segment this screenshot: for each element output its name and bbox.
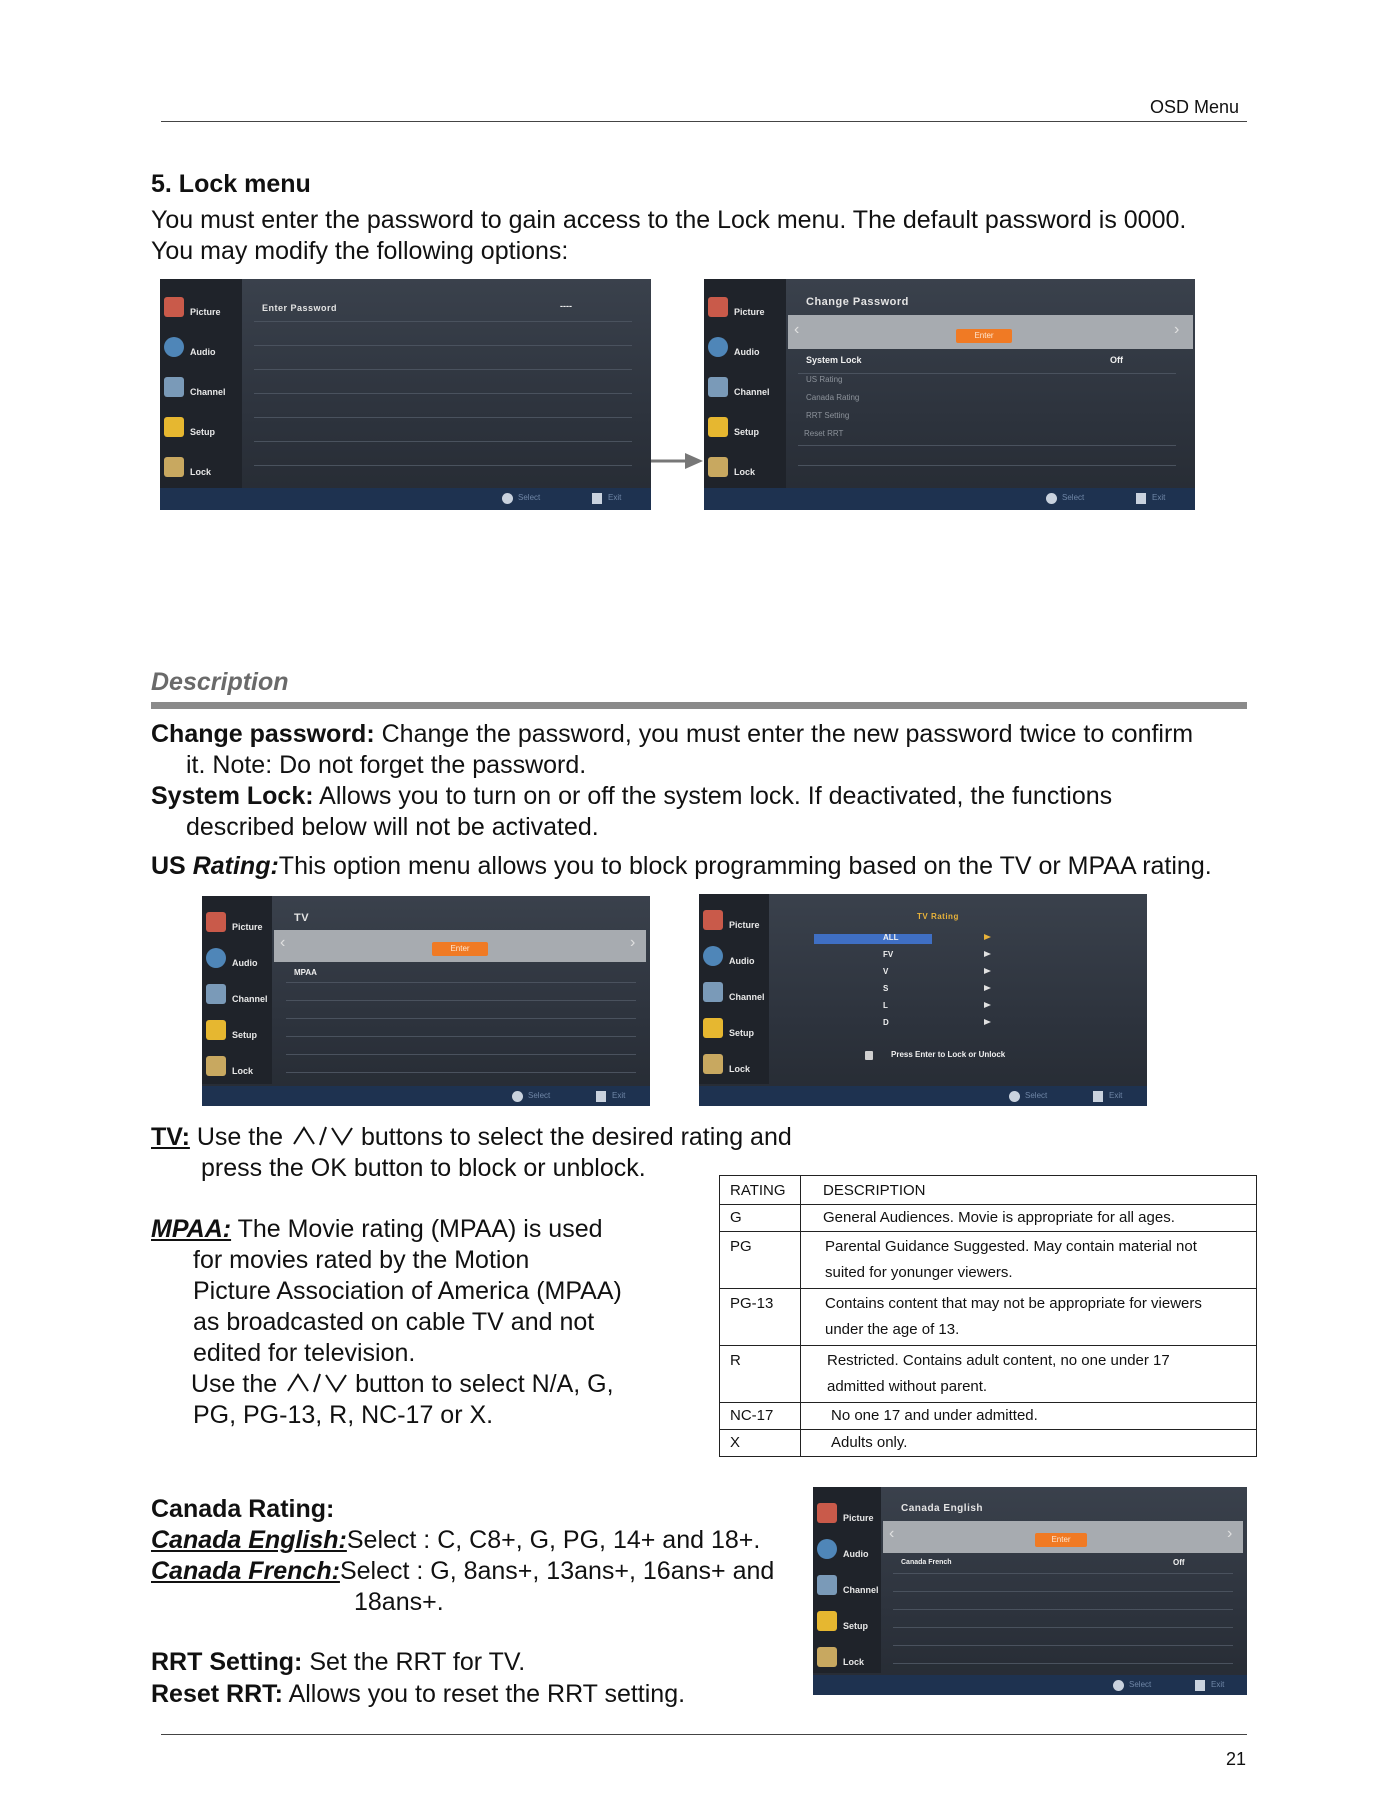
us-rating-desc <box>151 851 1212 882</box>
mpaa-desc-line-3: Picture Association of America (MPAA) <box>193 1277 622 1305</box>
lock-icon <box>206 1056 226 1076</box>
nav-label: Audio <box>190 347 216 357</box>
mpaa-text: The Movie rating (MPAA) is used <box>237 1215 603 1243</box>
nav-channel <box>815 1571 893 1607</box>
table-cell-description: Parental Guidance Suggested. May contain material not suited for yonunger viewers. <box>801 1232 1257 1289</box>
channel-icon <box>817 1575 837 1595</box>
nav-lock <box>162 453 240 489</box>
osd-sidebar <box>813 1487 881 1673</box>
mpaa-desc-line-2: for movies rated by the Motion <box>193 1246 530 1274</box>
nav-setup <box>204 1016 282 1052</box>
tv-rating-s[interactable]: S <box>883 984 889 993</box>
select-icon <box>1046 493 1057 504</box>
table-row <box>720 1430 1257 1457</box>
chevron-right-icon: › <box>630 934 636 951</box>
audio-icon <box>206 948 226 968</box>
mpaa-use-a: Use the <box>191 1370 278 1398</box>
up-down-arrow-icons <box>290 1124 354 1148</box>
table-cell-rating: PG <box>720 1232 801 1289</box>
osd-footer <box>699 1086 1147 1106</box>
nav-setup <box>162 413 240 449</box>
exit-hint: Exit <box>1211 1680 1225 1689</box>
osd-sidebar <box>699 894 769 1084</box>
unlock-arrow-icons <box>983 932 993 1032</box>
osd-tv-rating-screen <box>699 894 1147 1106</box>
select-icon <box>502 493 513 504</box>
select-icon <box>1009 1091 1020 1102</box>
table-row <box>720 1289 1257 1346</box>
reset-rrt-text: Allows you to reset the RRT setting. <box>288 1680 686 1708</box>
table-row <box>720 1232 1257 1289</box>
nav-label: Audio <box>232 958 258 968</box>
tv-rating-l[interactable]: L <box>883 1001 888 1010</box>
osd-sidebar <box>704 279 786 488</box>
exit-hint: Exit <box>1109 1091 1123 1100</box>
table-cell-rating: R <box>720 1346 801 1403</box>
nav-label: Setup <box>190 427 216 437</box>
canada-french-label: Canada French: <box>151 1557 340 1585</box>
nav-label: Audio <box>843 1549 869 1559</box>
footer-rule <box>161 1734 1247 1735</box>
nav-label: Audio <box>729 956 755 966</box>
nav-picture <box>701 906 779 942</box>
chevron-right-icon: › <box>1227 1525 1233 1542</box>
nav-label: Lock <box>232 1066 254 1076</box>
picture-icon <box>817 1503 837 1523</box>
nav-audio <box>706 333 784 369</box>
nav-label: Lock <box>729 1064 751 1074</box>
channel-icon <box>206 984 226 1004</box>
table-cell-rating: PG-13 <box>720 1289 801 1346</box>
chevron-right-icon: › <box>1174 321 1180 338</box>
tv-rating-v[interactable]: V <box>883 967 889 976</box>
rrt-setting-text: Set the RRT for TV. <box>309 1648 526 1676</box>
table-row <box>720 1403 1257 1430</box>
select-icon <box>512 1091 523 1102</box>
table-cell-rating: NC-17 <box>720 1403 801 1430</box>
osd-footer <box>202 1086 650 1106</box>
channel-icon <box>708 377 728 397</box>
setup-star-icon <box>703 1018 723 1038</box>
nav-label: Lock <box>190 467 212 477</box>
picture-icon <box>164 297 184 317</box>
nav-label: Setup <box>734 427 760 437</box>
nav-label: Channel <box>190 387 226 397</box>
intro-line-1: You must enter the password to gain access to the Lock menu. The default password is 0000. <box>151 206 1187 234</box>
osd-sidebar <box>160 279 242 488</box>
nav-audio <box>162 333 240 369</box>
osd-title: TV <box>294 912 310 924</box>
setup-star-icon <box>708 417 728 437</box>
change-password-desc <box>151 719 1193 750</box>
nav-label: Picture <box>190 307 221 317</box>
page-number: 21 <box>1226 1749 1247 1769</box>
system-lock-label: System Lock: <box>151 782 314 810</box>
lock-hint: Press Enter to Lock or Unlock <box>891 1050 1006 1059</box>
header-rating: RATING <box>720 1176 801 1205</box>
nav-label: Picture <box>843 1513 874 1523</box>
select-hint: Select <box>1062 493 1085 502</box>
lock-icon <box>164 457 184 477</box>
tv-rating-d[interactable]: D <box>883 1018 889 1027</box>
menu-item-system-lock[interactable]: System Lock <box>806 355 862 365</box>
chevron-left-icon: ‹ <box>889 1525 895 1542</box>
password-value: ---- <box>560 301 572 311</box>
setup-star-icon <box>817 1611 837 1631</box>
osd-footer <box>160 488 651 510</box>
picture-icon <box>206 912 226 932</box>
nav-picture <box>815 1499 893 1535</box>
channel-icon <box>703 982 723 1002</box>
osd-canada-rating-screen <box>813 1487 1247 1695</box>
table-cell-description: No one 17 and under admitted. <box>801 1403 1257 1430</box>
canada-french-value: Off <box>1173 1558 1185 1567</box>
canada-english-text: Select : C, C8+, G, PG, 14+ and 18+. <box>346 1526 761 1554</box>
table-cell-rating: X <box>720 1430 801 1457</box>
table-row <box>720 1205 1257 1232</box>
reset-rrt-label: Reset RRT: <box>151 1680 283 1708</box>
nav-audio <box>815 1535 893 1571</box>
nav-channel <box>204 980 282 1016</box>
nav-label: Setup <box>843 1621 869 1631</box>
osd-enter-password-screen <box>160 279 651 510</box>
osd-title: Enter Password <box>262 303 338 313</box>
nav-label: Picture <box>232 922 263 932</box>
nav-lock <box>815 1643 893 1679</box>
system-lock-desc-2: described below will not be activated. <box>186 813 599 841</box>
nav-channel <box>701 978 779 1014</box>
tv-rating-fv[interactable]: FV <box>883 950 894 959</box>
nav-label: Channel <box>843 1585 879 1595</box>
enter-button[interactable]: Enter <box>956 329 1012 343</box>
exit-hint: Exit <box>608 493 622 502</box>
tv-rating-all[interactable]: ALL <box>883 933 899 942</box>
nav-setup <box>815 1607 893 1643</box>
change-password-text: Change the password, you must enter the new password twice to confirm <box>381 720 1194 748</box>
exit-hint: Exit <box>612 1091 626 1100</box>
exit-icon <box>1093 1091 1103 1102</box>
mpaa-rating-table <box>719 1175 1257 1457</box>
mpaa-label: MPAA: <box>151 1215 232 1243</box>
us-rating-text: This option menu allows you to block programming based on the TV or MPAA rating. <box>278 852 1212 880</box>
nav-label: Channel <box>729 992 765 1002</box>
nav-picture <box>706 293 784 329</box>
reset-rrt-desc <box>151 1679 685 1710</box>
mpaa-desc-line-5: edited for television. <box>193 1339 416 1367</box>
lock-small-icon <box>865 1051 873 1060</box>
rrt-setting-label: RRT Setting: <box>151 1648 303 1676</box>
mpaa-use-b: button to select N/A, G, <box>355 1370 614 1398</box>
table-header-row <box>720 1176 1257 1205</box>
osd-sidebar <box>202 896 272 1084</box>
osd-change-password-screen <box>704 279 1195 510</box>
exit-icon <box>1195 1680 1205 1691</box>
select-hint: Select <box>1025 1091 1048 1100</box>
tv-desc-line-2: press the OK button to block or unblock. <box>201 1154 646 1182</box>
table-cell-description: Adults only. <box>801 1430 1257 1457</box>
audio-icon <box>703 946 723 966</box>
rating-label: Rating: <box>192 852 279 880</box>
nav-channel <box>162 373 240 409</box>
tv-text-a: Use the <box>196 1123 284 1151</box>
description-rule <box>151 702 1247 709</box>
table-row <box>720 1346 1257 1403</box>
canada-french-text: Select : G, 8ans+, 13ans+, 16ans+ and <box>339 1557 775 1585</box>
osd-us-rating-screen <box>202 896 650 1106</box>
select-hint: Select <box>518 493 541 502</box>
canada-heading: Canada Rating: <box>151 1495 335 1523</box>
osd-title: Canada English <box>901 1503 984 1514</box>
lock-icon <box>708 457 728 477</box>
nav-lock <box>204 1052 282 1088</box>
system-lock-desc <box>151 781 1112 812</box>
nav-setup <box>706 413 784 449</box>
tv-desc-line-1 <box>151 1122 792 1153</box>
header-section: OSD Menu <box>1150 97 1240 117</box>
canada-english-desc <box>151 1525 760 1556</box>
canada-english-label: Canada English: <box>151 1526 347 1554</box>
mpaa-desc-line-7: PG, PG-13, R, NC-17 or X. <box>193 1401 494 1429</box>
nav-label: Picture <box>734 307 765 317</box>
enter-button[interactable]: Enter <box>432 942 488 956</box>
table-cell-description: General Audiences. Movie is appropriate for all ages. <box>801 1205 1257 1232</box>
mpaa-desc-line-4: as broadcasted on cable TV and not <box>193 1308 595 1336</box>
nav-label: Picture <box>729 920 760 930</box>
select-hint: Select <box>528 1091 551 1100</box>
exit-icon <box>592 493 602 504</box>
header-rule <box>161 121 1247 122</box>
tv-text-b: buttons to select the desired rating and <box>360 1123 792 1151</box>
select-icon <box>1113 1680 1124 1691</box>
page-heading: 5. Lock menu <box>151 170 311 198</box>
table-cell-rating: G <box>720 1205 801 1232</box>
menu-item-canada-french[interactable]: Canada French <box>901 1559 952 1566</box>
table-cell-description: Contains content that may not be appropriate for viewers under the age of 13. <box>801 1289 1257 1346</box>
arrow-right-icon <box>651 452 703 470</box>
nav-label: Audio <box>734 347 760 357</box>
lock-icon <box>817 1647 837 1667</box>
nav-lock <box>701 1050 779 1086</box>
nav-audio <box>701 942 779 978</box>
nav-channel <box>706 373 784 409</box>
nav-setup <box>701 1014 779 1050</box>
menu-item-canada-rating[interactable]: Canada Rating <box>806 393 860 402</box>
audio-icon <box>164 337 184 357</box>
select-hint: Select <box>1129 1680 1152 1689</box>
table-cell-description: Restricted. Contains adult content, no one under 17 admitted without parent. <box>801 1346 1257 1403</box>
mpaa-desc-line-6 <box>191 1369 614 1400</box>
menu-item-us-rating[interactable]: US Rating <box>806 375 843 384</box>
nav-label: Setup <box>729 1028 755 1038</box>
nav-audio <box>204 944 282 980</box>
osd-title: Change Password <box>806 296 909 308</box>
chevron-left-icon: ‹ <box>280 934 286 951</box>
menu-item-rrt-setting[interactable]: RRT Setting <box>806 411 850 420</box>
menu-item-reset-rrt[interactable]: Reset RRT <box>804 429 844 438</box>
intro-line-2: You may modify the following options: <box>151 237 569 265</box>
nav-label: Channel <box>734 387 770 397</box>
nav-label: Channel <box>232 994 268 1004</box>
up-down-arrow-icons <box>284 1371 348 1395</box>
audio-icon <box>708 337 728 357</box>
setup-star-icon <box>164 417 184 437</box>
change-password-label: Change password: <box>151 720 375 748</box>
picture-icon <box>708 297 728 317</box>
nav-lock <box>706 453 784 489</box>
menu-item-mpaa[interactable]: MPAA <box>294 968 317 977</box>
header-description: DESCRIPTION <box>801 1176 1257 1205</box>
change-password-desc-2: it. Note: Do not forget the password. <box>186 751 587 779</box>
system-lock-text: Allows you to turn on or off the system lock. If deactivated, the functions <box>319 782 1113 810</box>
tv-label: TV: <box>151 1123 190 1151</box>
nav-label: Lock <box>734 467 756 477</box>
exit-icon <box>596 1091 606 1102</box>
channel-icon <box>164 377 184 397</box>
canada-french-desc <box>151 1556 774 1587</box>
lock-icon <box>703 1054 723 1074</box>
nav-label: Lock <box>843 1657 865 1667</box>
nav-picture <box>162 293 240 329</box>
nav-picture <box>204 908 282 944</box>
us-label: US <box>151 852 186 880</box>
setup-star-icon <box>206 1020 226 1040</box>
exit-icon <box>1136 493 1146 504</box>
osd-footer <box>813 1675 1247 1695</box>
enter-button[interactable]: Enter <box>1035 1533 1087 1547</box>
mpaa-desc-line-1 <box>151 1214 603 1245</box>
nav-label: Setup <box>232 1030 258 1040</box>
system-lock-value: Off <box>1110 355 1123 365</box>
chevron-left-icon: ‹ <box>794 321 800 338</box>
description-heading: Description <box>151 668 289 696</box>
rating-highlight <box>814 934 932 944</box>
picture-icon <box>703 910 723 930</box>
exit-hint: Exit <box>1152 493 1166 502</box>
osd-footer <box>704 488 1195 510</box>
audio-icon <box>817 1539 837 1559</box>
osd-title: TV Rating <box>917 912 959 921</box>
canada-french-desc-2: 18ans+. <box>354 1588 444 1616</box>
rrt-setting-desc <box>151 1647 525 1678</box>
